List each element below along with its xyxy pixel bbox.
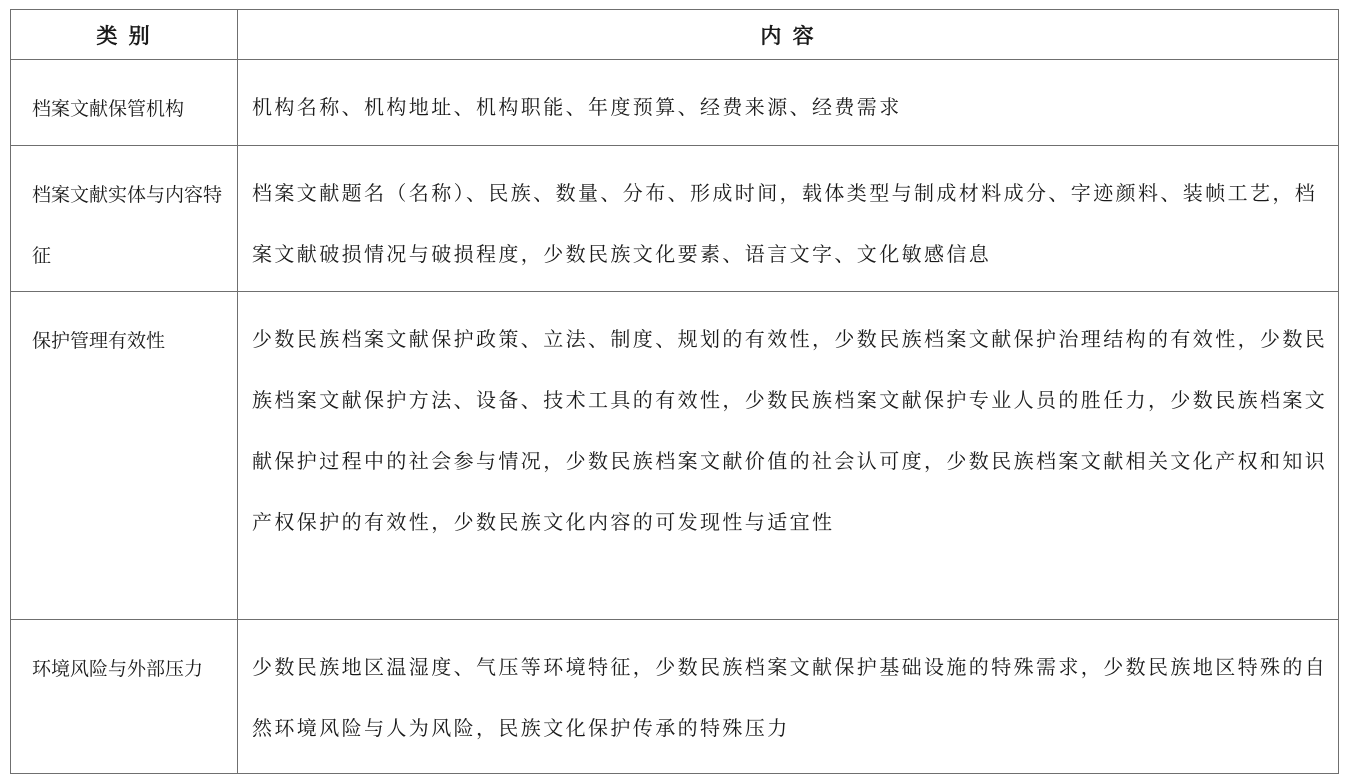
category-cell — [11, 60, 238, 146]
content-text: 少数民族档案文献保护政策、立法、制度、规划的有效性，少数民族档案文献保护治理结构的有效性，少数民族档案文献保护方法、设备、技术工具的有效性，少数民族档案文献保护专业人员的胜任力，少数民族档案文献保护过程中的社会参与情况，少数民族档案文献价值的社会认可度，少数民族档案文献相关文化产权和知识产权保护的有效性，少数民族文化内容的可发现性与适宜性 — [252, 327, 1328, 534]
content-cell — [238, 620, 1339, 774]
header-category: 类 别 — [11, 10, 238, 60]
content-text: 机构名称、机构地址、机构职能、年度预算、经费来源、经费需求 — [252, 95, 902, 119]
table-row — [11, 60, 1339, 146]
table-header-row — [11, 10, 1339, 60]
category-cell — [11, 620, 238, 774]
header-content: 内 容 — [238, 10, 1339, 60]
table-row — [11, 292, 1339, 620]
content-text: 档案文献题名（名称）、民族、数量、分布、形成时间，载体类型与制成材料成分、字迹颜料、装帧工艺，档案文献破损情况与破损程度，少数民族文化要素、语言文字、文化敏感信息 — [252, 181, 1318, 266]
category-cell — [11, 146, 238, 292]
classification-table — [10, 9, 1339, 774]
table-row — [11, 620, 1339, 774]
table-row — [11, 146, 1339, 292]
category-text: 保护管理有效性 — [32, 330, 166, 352]
content-cell — [238, 146, 1339, 292]
category-text: 档案文献保管机构 — [32, 98, 185, 120]
category-cell — [11, 292, 238, 620]
content-text: 少数民族地区温湿度、气压等环境特征，少数民族档案文献保护基础设施的特殊需求，少数民族地区特殊的自然环境风险与人为风险，民族文化保护传承的特殊压力 — [252, 655, 1328, 740]
content-cell — [238, 292, 1339, 620]
category-text: 环境风险与外部压力 — [32, 658, 204, 680]
category-text: 档案文献实体与内容特征 — [32, 184, 223, 267]
content-cell — [238, 60, 1339, 146]
